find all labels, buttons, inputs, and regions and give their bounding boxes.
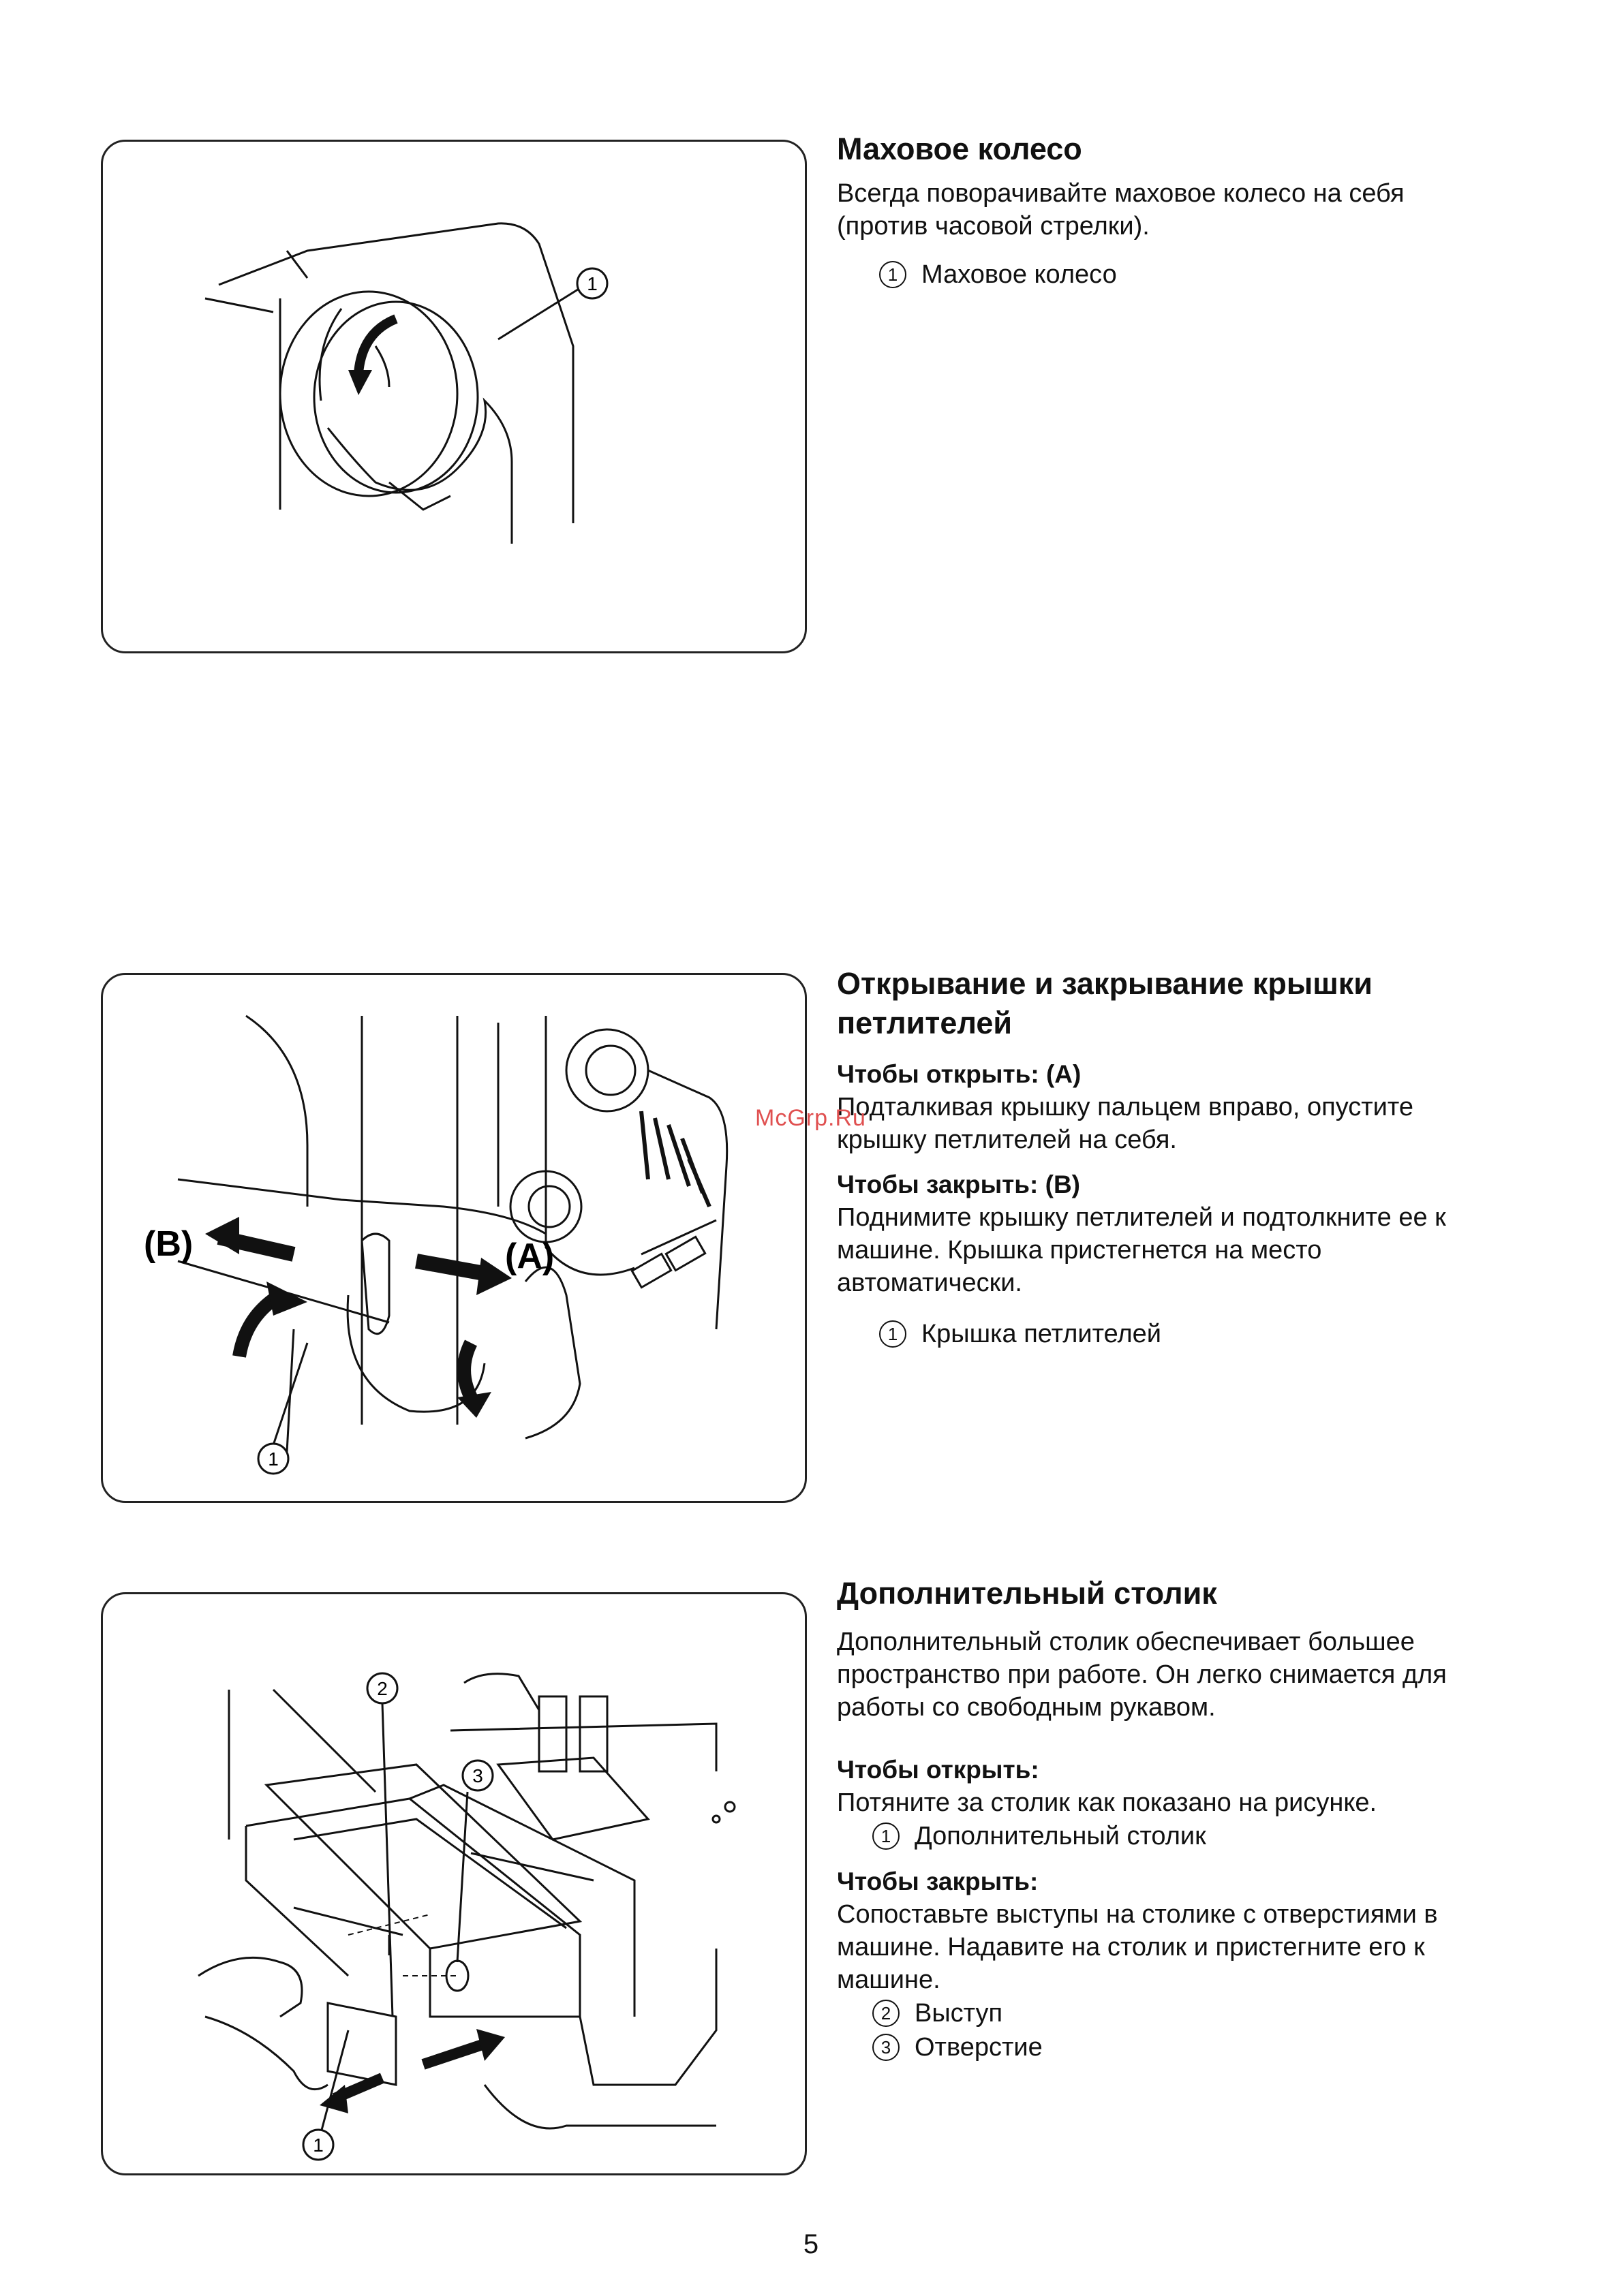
flywheel-illustration [103, 142, 805, 651]
callout-2-label: 2 [377, 1678, 388, 1699]
legend-item [872, 1819, 1559, 1853]
legend-text: Крышка петлителей [921, 1320, 1162, 1348]
section-extension-table [837, 1574, 1559, 2064]
callout-number: 1 [879, 1320, 906, 1348]
close-heading: Чтобы закрыть: [837, 1867, 1039, 1895]
figure-looper-cover [101, 973, 807, 1503]
intro-text: Дополнительный столик обеспечивает большее пространство при работе. Он легко снимается для работы со свободным рукавом. [837, 1628, 1447, 1722]
legend-item [872, 1996, 1559, 2030]
figure-extension-table [101, 1592, 807, 2175]
section-title: Маховое колесо [837, 131, 1082, 166]
callout-number: 2 [872, 2000, 900, 2027]
open-text: Потяните за столик как показано на рисунке. [837, 1788, 1377, 1817]
callout-1-label: 1 [313, 2135, 324, 2156]
close-heading: Чтобы закрыть: (B) [837, 1170, 1080, 1198]
callout-number: 1 [879, 261, 906, 288]
section-flywheel [837, 129, 1559, 292]
watermark: McGrp.Ru [755, 1105, 866, 1131]
close-text: Поднимите крышку петлителей и подтолкните ее к машине. Крышка пристегнется на место автоматически. [837, 1203, 1446, 1297]
callout-3-label: 3 [472, 1765, 483, 1786]
legend-item [872, 2030, 1559, 2064]
legend-text: Дополнительный столик [915, 1822, 1206, 1850]
section-title: Открывание и закрывание крышки петлителей [837, 966, 1373, 1040]
close-text: Сопоставьте выступы на столике с отверстиями в машине. Надавите на столик и пристегните его к машине. [837, 1900, 1438, 1994]
callout-1-label: 1 [268, 1448, 279, 1470]
callout-1-label: 1 [587, 273, 598, 294]
section-title: Дополнительный столик [837, 1576, 1217, 1611]
open-heading: Чтобы открыть: [837, 1756, 1039, 1784]
open-text: Подталкивая крышку пальцем вправо, опустите крышку петлителей на себя. [837, 1093, 1414, 1154]
page-number: 5 [803, 2229, 819, 2259]
legend-item [879, 258, 1559, 292]
section-looper-cover [837, 964, 1559, 1351]
legend-text: Выступ [915, 1999, 1003, 2028]
label-b: (B) [144, 1224, 194, 1264]
extension-table-illustration [103, 1594, 805, 2173]
section-paragraph: Всегда поворачивайте маховое колесо на себя (против часовой стрелки). [837, 179, 1405, 241]
open-heading: Чтобы открыть: (A) [837, 1060, 1082, 1088]
callout-number: 1 [872, 1822, 900, 1850]
looper-cover-illustration [103, 975, 805, 1501]
legend-text: Маховое колесо [921, 260, 1117, 289]
callout-number: 3 [872, 2034, 900, 2061]
label-a: (A) [505, 1237, 555, 1276]
legend-text: Отверстие [915, 2033, 1043, 2062]
figure-flywheel [101, 140, 807, 653]
legend-item [879, 1317, 1559, 1351]
